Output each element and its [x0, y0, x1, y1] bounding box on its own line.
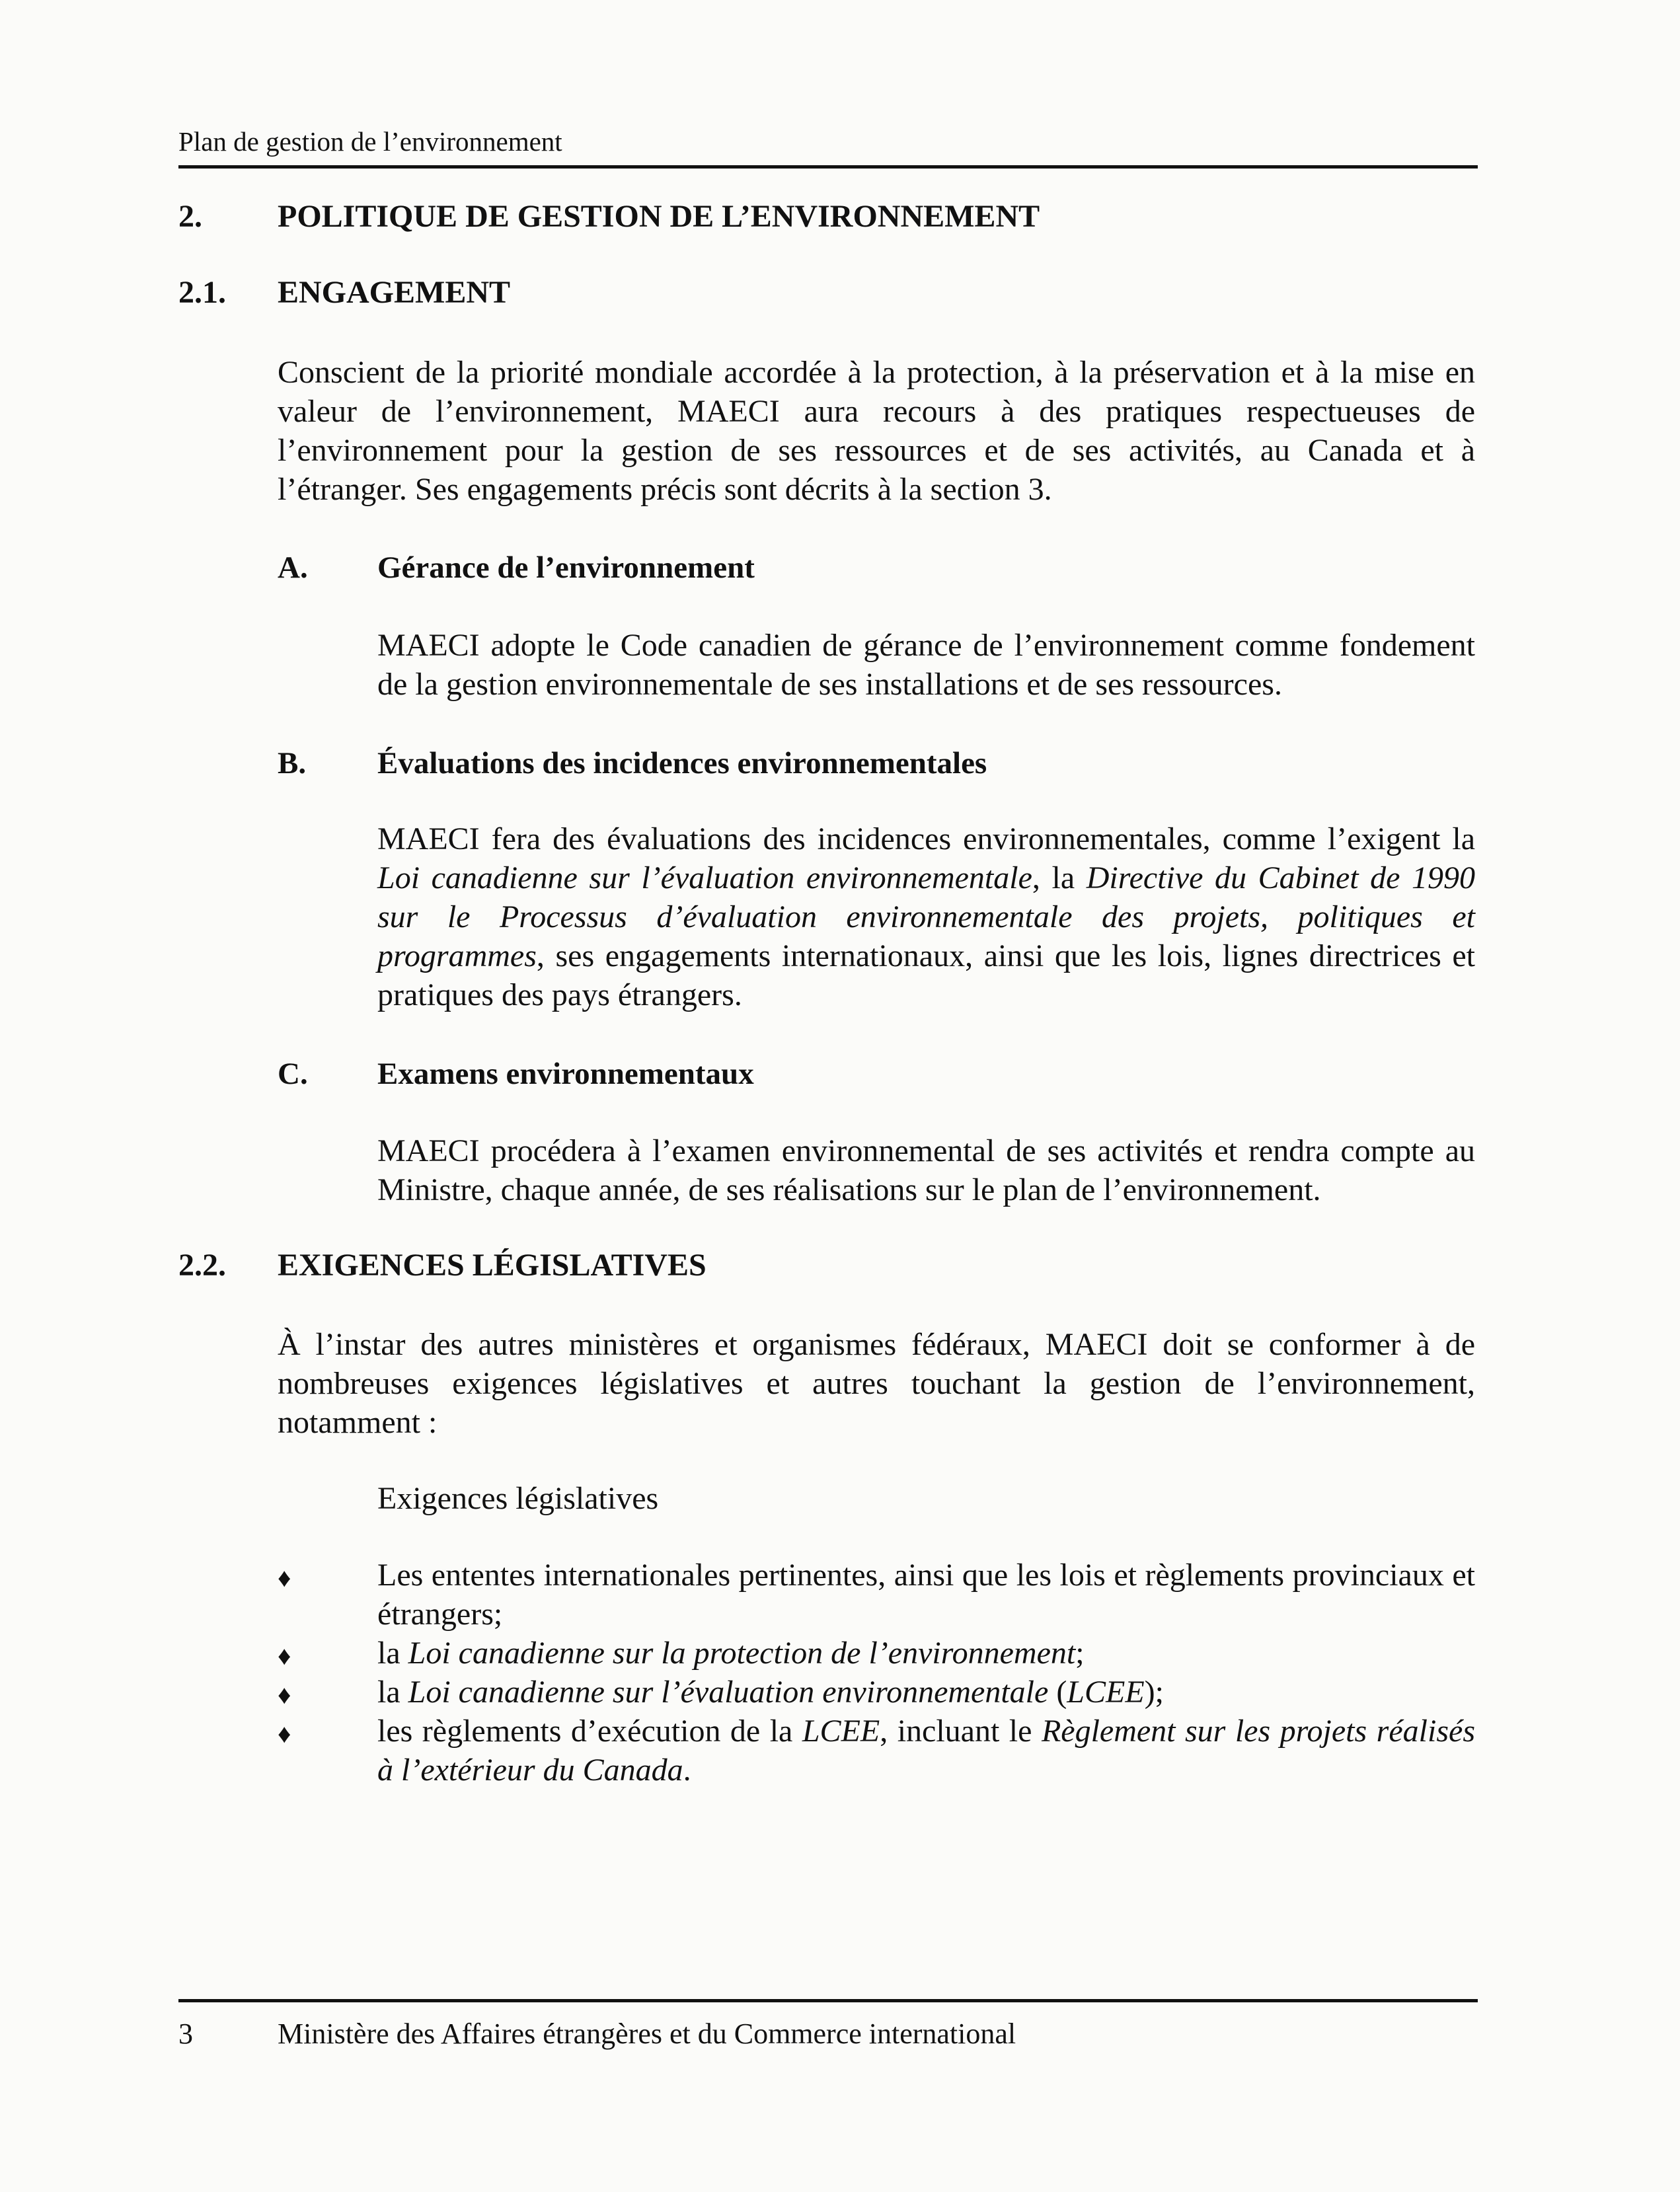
bullet-icon: ♦	[278, 1719, 291, 1749]
header-rule	[178, 165, 1478, 169]
subsection-b-letter: B.	[278, 746, 307, 780]
bullet-item-4: les règlements d’exécution de la LCEE, incluant le Règlement sur les projets réalisés à l’extérieur du Canada.	[377, 1714, 1476, 1788]
subsection-a-letter: A.	[278, 550, 308, 585]
subsection-b-title: Évaluations des incidences environnementales	[377, 746, 987, 780]
subsection-c-paragraph: MAECI procédera à l’examen environnemental de ses activités et rendra compte au Ministre, chaque année, de ses réalisations sur le plan de l’environnement.	[377, 1133, 1475, 1207]
bullet-icon: ♦	[278, 1641, 291, 1671]
subsection-b-paragraph: MAECI fera des évaluations des incidences environnementales, comme l’exigent la Loi canadienne sur l’évaluation environnementale, la Directive du Cabinet de 1990 sur le Processus d’évaluation environnementale des projets, politiques et programmes, ses engagements internationaux, ainsi que les lois, lignes directrices et pratiques des pays étrangers.	[377, 821, 1476, 1012]
subsection-c-title: Examens environnementaux	[377, 1057, 754, 1091]
list-heading: Exigences législatives	[377, 1481, 659, 1516]
subsection-a-paragraph: MAECI adopte le Code canadien de gérance de l’environnement comme fondement de la gestion environnementale de ses installations et de ses ressources.	[377, 628, 1475, 702]
section-2-1-number: 2.1.	[178, 275, 226, 310]
running-header: Plan de gestion de l’environnement	[178, 126, 562, 157]
footer-rule	[178, 1999, 1478, 2002]
bullet-icon: ♦	[278, 1680, 291, 1710]
section-2-number: 2.	[178, 199, 202, 234]
section-2-1-title: ENGAGEMENT	[278, 275, 511, 310]
engagement-paragraph: Conscient de la priorité mondiale accordée à la protection, à la préservation et à la mise en valeur de l’environnement, MAECI aura recours à des pratiques respectueuses de l’environnement pour la gestion de ses ressources et de ses activités, au Canada et à l’étranger. Ses engagements précis sont décrits à la section 3.	[278, 355, 1475, 507]
bullet-item-2: la Loi canadienne sur la protection de l’environnement;	[377, 1636, 1085, 1671]
section-2-title: POLITIQUE DE GESTION DE L’ENVIRONNEMENT	[278, 199, 1040, 234]
bullet-icon: ♦	[278, 1563, 291, 1593]
legislative-paragraph: À l’instar des autres ministères et organismes fédéraux, MAECI doit se conformer à de nombreuses exigences législatives et autres touchant la gestion de l’environnement, notamment :	[278, 1327, 1475, 1440]
bullet-item-3: la Loi canadienne sur l’évaluation environnementale (LCEE);	[377, 1675, 1164, 1710]
section-2-2-title: EXIGENCES LÉGISLATIVES	[278, 1248, 706, 1283]
subsection-c-letter: C.	[278, 1057, 308, 1091]
page-number: 3	[178, 2018, 193, 2050]
section-2-2-number: 2.2.	[178, 1248, 226, 1283]
bullet-item-1: Les ententes internationales pertinentes, ainsi que les lois et règlements provinciaux et étrangers;	[377, 1558, 1475, 1632]
subsection-a-title: Gérance de l’environnement	[377, 550, 755, 585]
footer-ministry: Ministère des Affaires étrangères et du Commerce international	[278, 2018, 1016, 2050]
